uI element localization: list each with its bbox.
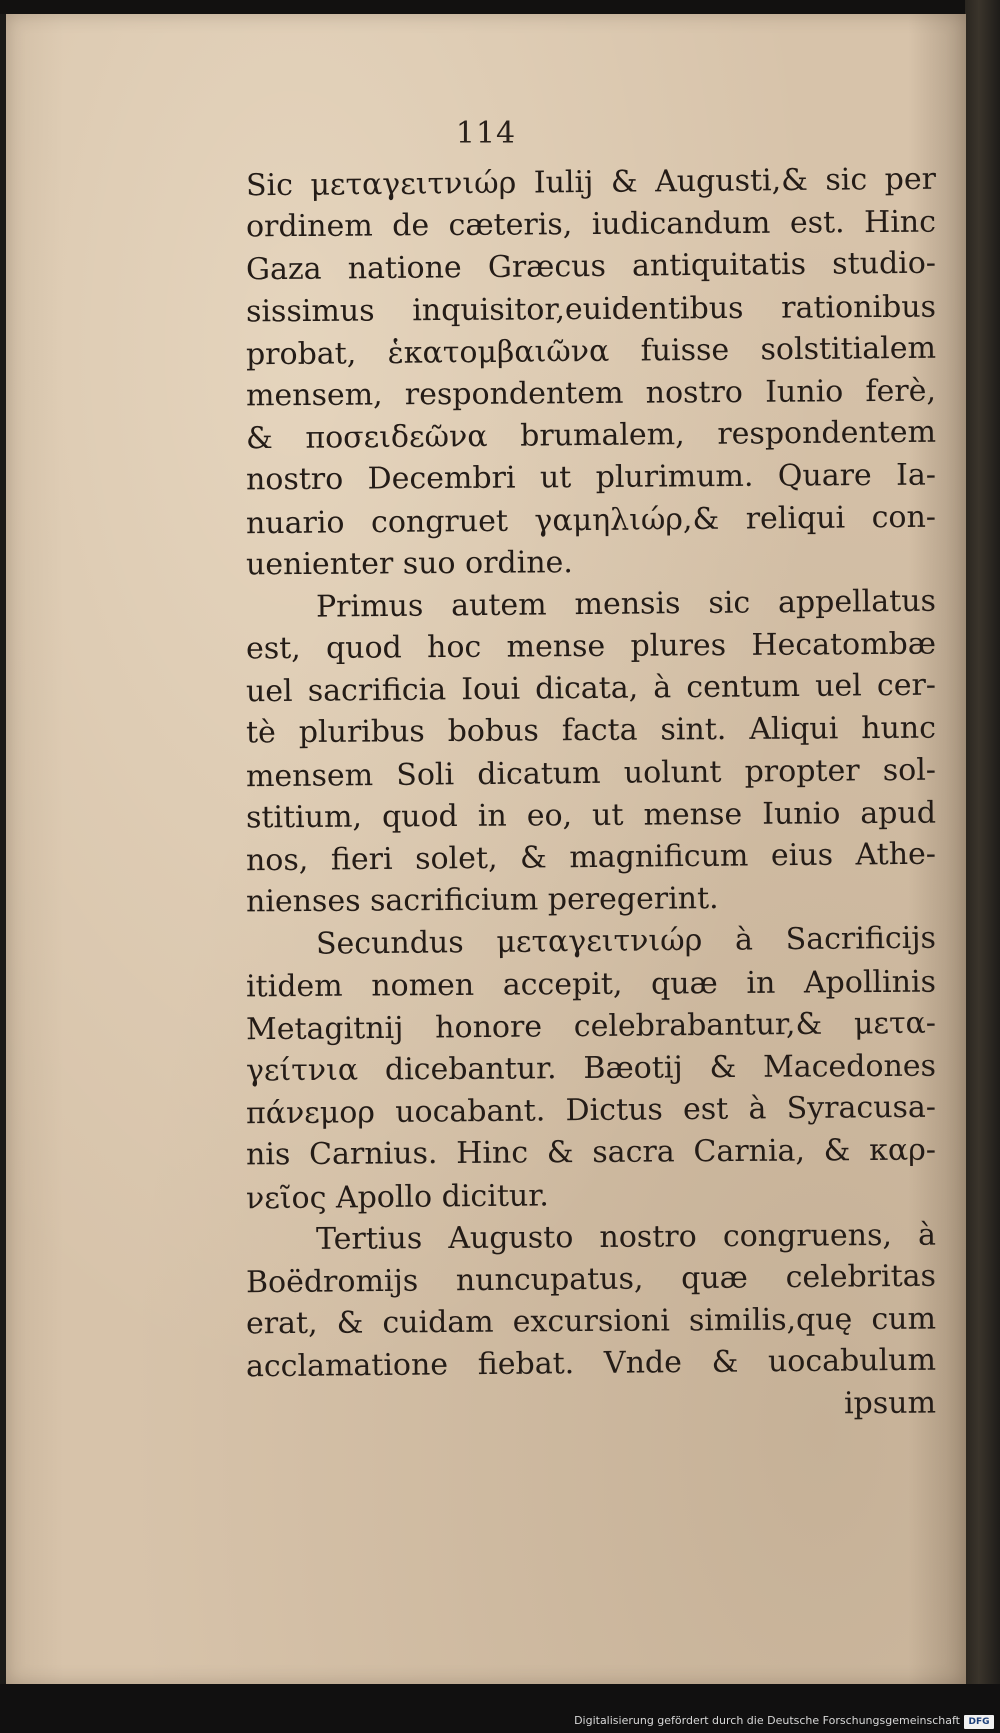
scan-right-edge (965, 0, 1000, 1733)
text-line: sissimus inquisitor,euidentibus rationibus (245, 289, 937, 329)
body-text (246, 162, 936, 1428)
text-line: est, quod hoc mense plures Hecatombæ (245, 626, 937, 667)
book-page (6, 14, 966, 1684)
funding-notice: Digitalisierung gefördert durch die Deutsche Forschungsgemeinschaft (574, 1714, 960, 1727)
text-line: nis Carnius. Hinc & sacra Carnia, & καρ- (245, 1132, 937, 1173)
digitization-footer (0, 1684, 1000, 1733)
scan-top-edge (0, 0, 1000, 14)
text-line: nienses sacrificium peregerint. (245, 881, 719, 920)
text-line: Tertius Augusto nostro congruens, à (315, 1217, 937, 1257)
text-line: Sic μεταγειτνιώρ Iulij & Augusti,& sic per (245, 161, 937, 204)
text-line: mensem Soli dicatum uolunt propter sol- (245, 752, 937, 794)
text-line: Primus autem mensis sic appellatus (315, 583, 937, 625)
text-line: πάνεμορ uocabant. Dictus est à Syracusa- (245, 1089, 937, 1132)
text-line: & ποσειδεῶνα brumalem, respondentem (245, 414, 937, 457)
page-number: 114 (455, 116, 517, 151)
text-line: erat, & cuidam excursioni similis,quę cum (245, 1301, 937, 1342)
text-line: itidem nomen accepit, quæ in Apollinis (245, 964, 937, 1004)
text-line: ordinem de cæteris, iudicandum est. Hinc (245, 204, 937, 245)
text-line: Gaza natione Græcus antiquitatis studio- (245, 246, 937, 288)
text-line: nostro Decembri ut plurimum. Quare Ia- (245, 457, 937, 498)
text-line: Metagitnij honore celebrabantur,& μετα- (245, 1005, 937, 1048)
text-line: acclamatione fiebat. Vnde & uocabulum (245, 1342, 937, 1385)
text-line: Secundus μεταγειτνιώρ à Sacrificijs (315, 921, 937, 963)
text-line: tè pluribus bobus facta sint. Aliqui hunc (245, 711, 937, 751)
text-line: nuario congruet γαμηλιώρ,& reliqui con- (245, 499, 937, 541)
text-line: nos, fieri solet, & magnificum eius Athe- (245, 836, 937, 879)
dfg-logo-icon: DFG (964, 1715, 994, 1729)
text-line: γείτνια dicebantur. Bæotij & Macedones (245, 1048, 937, 1089)
text-line: Boëdromijs nuncupatus, quæ celebritas (245, 1258, 937, 1301)
text-line: uenienter suo ordine. (245, 544, 574, 583)
text-line: mensem, respondentem nostro Iunio ferè, (245, 373, 937, 414)
text-line: probat, ἑκατομβαιῶνα fuisse solstitialem (245, 330, 937, 373)
text-line: νεῖος Apollo dicitur. (245, 1177, 549, 1216)
text-line: uel sacrificia Ioui dicata, à centum uel cer- (245, 667, 937, 710)
text-line: stitium, quod in eo, ut mense Iunio apud (245, 795, 937, 836)
catchword: ipsum (843, 1386, 937, 1422)
